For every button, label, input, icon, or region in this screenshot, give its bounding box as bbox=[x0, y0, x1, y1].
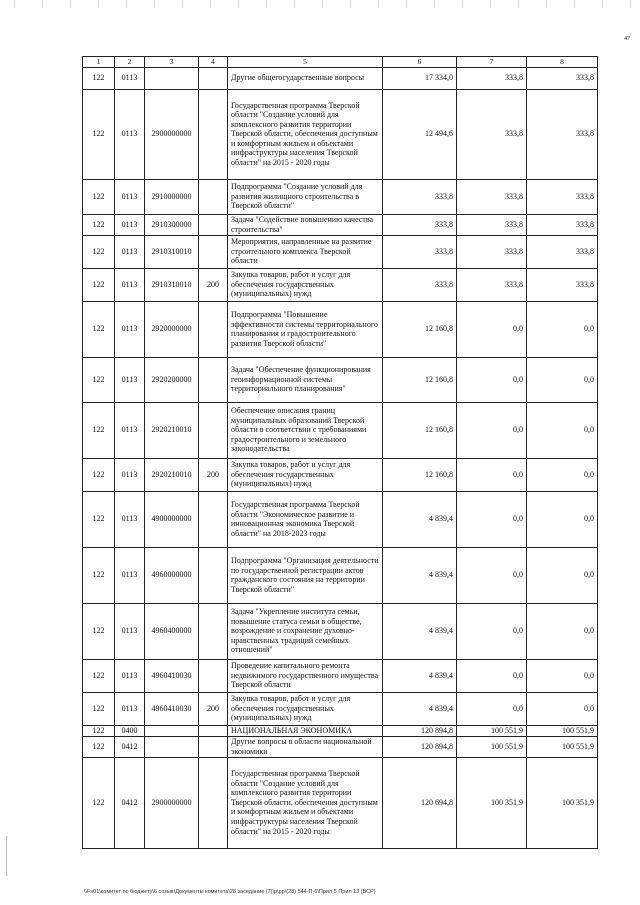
cell-c1: 122 bbox=[83, 235, 115, 268]
cell-c8: 0,0 bbox=[527, 659, 598, 692]
cell-c2: 0113 bbox=[115, 491, 145, 547]
cell-c7: 0,0 bbox=[457, 547, 527, 603]
cell-c3: 2910300000 bbox=[145, 214, 199, 235]
cell-c2: 0113 bbox=[115, 179, 145, 214]
column-number: 4 bbox=[199, 57, 228, 68]
cell-c6: 12 160,8 bbox=[383, 458, 457, 491]
cell-c5: Государственная программа Тверской области "Создание условий для комплексного развития территории Тверской области, обеспечения доступным и комфортным жильем и объектами инфраструктуры населения Тверской области" на 2015 - 2020 годы bbox=[228, 89, 383, 179]
cell-c1: 122 bbox=[83, 547, 115, 603]
cell-c8: 333,8 bbox=[527, 89, 598, 179]
cell-c6: 4 839,4 bbox=[383, 692, 457, 725]
cell-c4 bbox=[199, 402, 228, 458]
cell-c1: 122 bbox=[83, 301, 115, 357]
cell-c3: 2920200000 bbox=[145, 357, 199, 402]
table-row bbox=[83, 736, 598, 757]
cell-c5: Другие вопросы в области национальной экономики bbox=[228, 736, 383, 757]
cell-c3: 2920210010 bbox=[145, 458, 199, 491]
cell-c2: 0113 bbox=[115, 547, 145, 603]
cell-c6: 4 839,4 bbox=[383, 603, 457, 659]
cell-c2: 0113 bbox=[115, 214, 145, 235]
cell-c8: 100 551,9 bbox=[527, 725, 598, 736]
cell-c6: 12 160,8 bbox=[383, 402, 457, 458]
cell-c3: 2920210010 bbox=[145, 402, 199, 458]
cell-c1: 122 bbox=[83, 603, 115, 659]
cell-c2: 0113 bbox=[115, 402, 145, 458]
table-row bbox=[83, 89, 598, 179]
cell-c3: 2900000000 bbox=[145, 89, 199, 179]
table-row bbox=[83, 757, 598, 848]
table-row bbox=[83, 491, 598, 547]
cell-c1: 122 bbox=[83, 725, 115, 736]
cell-c8: 100 351,9 bbox=[527, 757, 598, 848]
cell-c8: 0,0 bbox=[527, 301, 598, 357]
column-number: 2 bbox=[115, 57, 145, 68]
cell-c7: 0,0 bbox=[457, 402, 527, 458]
cell-c8: 333,8 bbox=[527, 235, 598, 268]
cell-c1: 122 bbox=[83, 67, 115, 89]
cell-c1: 122 bbox=[83, 692, 115, 725]
table-row bbox=[83, 67, 598, 89]
cell-c7: 100 351,9 bbox=[457, 757, 527, 848]
cell-c5: Задача "Содействие повышению качества строительства" bbox=[228, 214, 383, 235]
cell-c6: 12 160,8 bbox=[383, 357, 457, 402]
cell-c2: 0113 bbox=[115, 357, 145, 402]
cell-c7: 100 551,9 bbox=[457, 725, 527, 736]
cell-c3: 4900000000 bbox=[145, 491, 199, 547]
cell-c4 bbox=[199, 603, 228, 659]
cell-c6: 4 839,4 bbox=[383, 491, 457, 547]
cell-c5: Закупка товаров, работ и услуг для обеспечения государственных (муниципальных) нужд bbox=[228, 692, 383, 725]
cell-c6: 4 839,4 bbox=[383, 659, 457, 692]
cell-c7: 0,0 bbox=[457, 603, 527, 659]
cell-c8: 0,0 bbox=[527, 547, 598, 603]
cell-c3 bbox=[145, 736, 199, 757]
cell-c3: 2900000000 bbox=[145, 757, 199, 848]
table-row bbox=[83, 179, 598, 214]
cell-c8: 100 551,9 bbox=[527, 736, 598, 757]
cell-c2: 0113 bbox=[115, 89, 145, 179]
cell-c2: 0412 bbox=[115, 736, 145, 757]
column-number: 6 bbox=[383, 57, 457, 68]
cell-c4 bbox=[199, 179, 228, 214]
cell-c7: 333,8 bbox=[457, 179, 527, 214]
column-number: 1 bbox=[83, 57, 115, 68]
cell-c3: 4960000000 bbox=[145, 547, 199, 603]
page-number: 47 bbox=[624, 36, 630, 42]
cell-c5: Подпрограмма "Создание условий для развития жилищного строительства в Тверской области" bbox=[228, 179, 383, 214]
cell-c4 bbox=[199, 757, 228, 848]
cell-c7: 0,0 bbox=[457, 301, 527, 357]
cell-c5: Подпрограмма "Организация деятельности по государственной регистрации актов гражданского состояния на территории Тверской области" bbox=[228, 547, 383, 603]
cell-c8: 0,0 bbox=[527, 458, 598, 491]
cell-c4 bbox=[199, 214, 228, 235]
cell-c8: 0,0 bbox=[527, 491, 598, 547]
cell-c5: Задача "Укрепление института семьи, повышение статуса семьи в обществе, возрождение и сохранение духовно-нравственных традиций семейных отношений" bbox=[228, 603, 383, 659]
cell-c2: 0412 bbox=[115, 757, 145, 848]
cell-c5: Подпрограмма "Повышение эффективности системы территориального планирования и градостроительного развития Тверской области" bbox=[228, 301, 383, 357]
cell-c3: 2910310010 bbox=[145, 235, 199, 268]
table-row bbox=[83, 603, 598, 659]
cell-c7: 333,8 bbox=[457, 235, 527, 268]
cell-c1: 122 bbox=[83, 214, 115, 235]
column-number: 5 bbox=[228, 57, 383, 68]
cell-c2: 0113 bbox=[115, 67, 145, 89]
cell-c3: 4960400000 bbox=[145, 603, 199, 659]
cell-c7: 0,0 bbox=[457, 692, 527, 725]
cell-c8: 333,8 bbox=[527, 179, 598, 214]
cell-c4 bbox=[199, 547, 228, 603]
cell-c4 bbox=[199, 301, 228, 357]
cell-c4 bbox=[199, 725, 228, 736]
cell-c3: 2910000000 bbox=[145, 179, 199, 214]
cell-c1: 122 bbox=[83, 179, 115, 214]
cell-c7: 333,8 bbox=[457, 214, 527, 235]
cell-c2: 0113 bbox=[115, 458, 145, 491]
cell-c4 bbox=[199, 67, 228, 89]
table-row bbox=[83, 659, 598, 692]
cell-c2: 0113 bbox=[115, 235, 145, 268]
column-number: 7 bbox=[457, 57, 527, 68]
cell-c6: 12 494,6 bbox=[383, 89, 457, 179]
cell-c6: 333,8 bbox=[383, 268, 457, 301]
cell-c7: 0,0 bbox=[457, 458, 527, 491]
cell-c6: 17 334,0 bbox=[383, 67, 457, 89]
cell-c6: 4 839,4 bbox=[383, 547, 457, 603]
table-row bbox=[83, 214, 598, 235]
cell-c8: 333,8 bbox=[527, 214, 598, 235]
cell-c3: 4960410030 bbox=[145, 692, 199, 725]
cell-c2: 0113 bbox=[115, 268, 145, 301]
cell-c6: 120 694,8 bbox=[383, 757, 457, 848]
cell-c1: 122 bbox=[83, 659, 115, 692]
cell-c4: 200 bbox=[199, 692, 228, 725]
cell-c8: 0,0 bbox=[527, 603, 598, 659]
cell-c4: 200 bbox=[199, 268, 228, 301]
table-row bbox=[83, 268, 598, 301]
cell-c2: 0113 bbox=[115, 692, 145, 725]
cell-c5: Государственная программа Тверской области "Экономическое развитие и инновационная экономика Тверской области" на 2018-2023 годы bbox=[228, 491, 383, 547]
cell-c3 bbox=[145, 725, 199, 736]
cell-c2: 0400 bbox=[115, 725, 145, 736]
cell-c7: 0,0 bbox=[457, 659, 527, 692]
cell-c5: Закупка товаров, работ и услуг для обеспечения государственных (муниципальных) нужд bbox=[228, 458, 383, 491]
table-row bbox=[83, 692, 598, 725]
table-row bbox=[83, 725, 598, 736]
cell-c4: 200 bbox=[199, 458, 228, 491]
cell-c1: 122 bbox=[83, 268, 115, 301]
table-row bbox=[83, 357, 598, 402]
cell-c5: Задача "Обеспечение функционирования геоинформационной системы территориального планирования" bbox=[228, 357, 383, 402]
cell-c5: НАЦИОНАЛЬНАЯ ЭКОНОМИКА bbox=[228, 725, 383, 736]
cell-c5: Закупка товаров, работ и услуг для обеспечения государственных (муниципальных) нужд bbox=[228, 268, 383, 301]
cell-c4 bbox=[199, 491, 228, 547]
table-row bbox=[83, 458, 598, 491]
cell-c1: 122 bbox=[83, 757, 115, 848]
cell-c1: 122 bbox=[83, 402, 115, 458]
column-number: 3 bbox=[145, 57, 199, 68]
cell-c4 bbox=[199, 235, 228, 268]
cell-c5: Мероприятия, направленные на развитие строительного комплекса Тверской области bbox=[228, 235, 383, 268]
table-row bbox=[83, 301, 598, 357]
cell-c2: 0113 bbox=[115, 603, 145, 659]
cell-c5: Государственная программа Тверской области "Создание условий для комплексного развития территории Тверской области, обеспечения доступным и комфортным жильем и объектами инфраструктуры населения Тверской области" на 2015 - 2020 годы bbox=[228, 757, 383, 848]
file-path-footer: \\Fs01\комитет по бюджету\6 созыв\Документы комитета\28 заседание (7)\р\рр\(28) 544-П-6\Прил 5 Прил 13 (ВСР) bbox=[84, 889, 376, 895]
cell-c6: 120 894,8 bbox=[383, 725, 457, 736]
cell-c7: 100 551,9 bbox=[457, 736, 527, 757]
cell-c5: Проведение капитального ремонта недвижимого государственного имущества Тверской области bbox=[228, 659, 383, 692]
cell-c4 bbox=[199, 659, 228, 692]
binding-margin-mark bbox=[6, 836, 7, 876]
cell-c2: 0113 bbox=[115, 659, 145, 692]
column-number-row bbox=[83, 57, 598, 68]
table-row bbox=[83, 547, 598, 603]
cell-c3 bbox=[145, 67, 199, 89]
cell-c6: 333,8 bbox=[383, 214, 457, 235]
cell-c3: 4960410030 bbox=[145, 659, 199, 692]
cell-c3: 2920000000 bbox=[145, 301, 199, 357]
cell-c7: 0,0 bbox=[457, 491, 527, 547]
cell-c8: 0,0 bbox=[527, 692, 598, 725]
cell-c7: 333,8 bbox=[457, 268, 527, 301]
cell-c8: 0,0 bbox=[527, 357, 598, 402]
table-row bbox=[83, 402, 598, 458]
cell-c7: 333,8 bbox=[457, 89, 527, 179]
cell-c8: 0,0 bbox=[527, 402, 598, 458]
cell-c5: Другие общегосударственные вопросы bbox=[228, 67, 383, 89]
cell-c1: 122 bbox=[83, 491, 115, 547]
scan-artifact bbox=[0, 0, 640, 8]
cell-c6: 333,8 bbox=[383, 179, 457, 214]
column-number: 8 bbox=[527, 57, 598, 68]
budget-table bbox=[82, 56, 598, 849]
cell-c5: Обеспечение описания границ муниципальных образований Тверской области в соответствии с требованиями градостроительного и земельного законодательства bbox=[228, 402, 383, 458]
cell-c6: 120 894,8 bbox=[383, 736, 457, 757]
cell-c4 bbox=[199, 89, 228, 179]
cell-c3: 2910310010 bbox=[145, 268, 199, 301]
cell-c1: 122 bbox=[83, 736, 115, 757]
cell-c8: 333,8 bbox=[527, 268, 598, 301]
cell-c6: 333,8 bbox=[383, 235, 457, 268]
cell-c7: 0,0 bbox=[457, 357, 527, 402]
cell-c4 bbox=[199, 736, 228, 757]
cell-c2: 0113 bbox=[115, 301, 145, 357]
cell-c1: 122 bbox=[83, 458, 115, 491]
cell-c1: 122 bbox=[83, 357, 115, 402]
cell-c8: 333,8 bbox=[527, 67, 598, 89]
table-row bbox=[83, 235, 598, 268]
cell-c4 bbox=[199, 357, 228, 402]
cell-c7: 333,8 bbox=[457, 67, 527, 89]
cell-c1: 122 bbox=[83, 89, 115, 179]
cell-c6: 12 160,8 bbox=[383, 301, 457, 357]
